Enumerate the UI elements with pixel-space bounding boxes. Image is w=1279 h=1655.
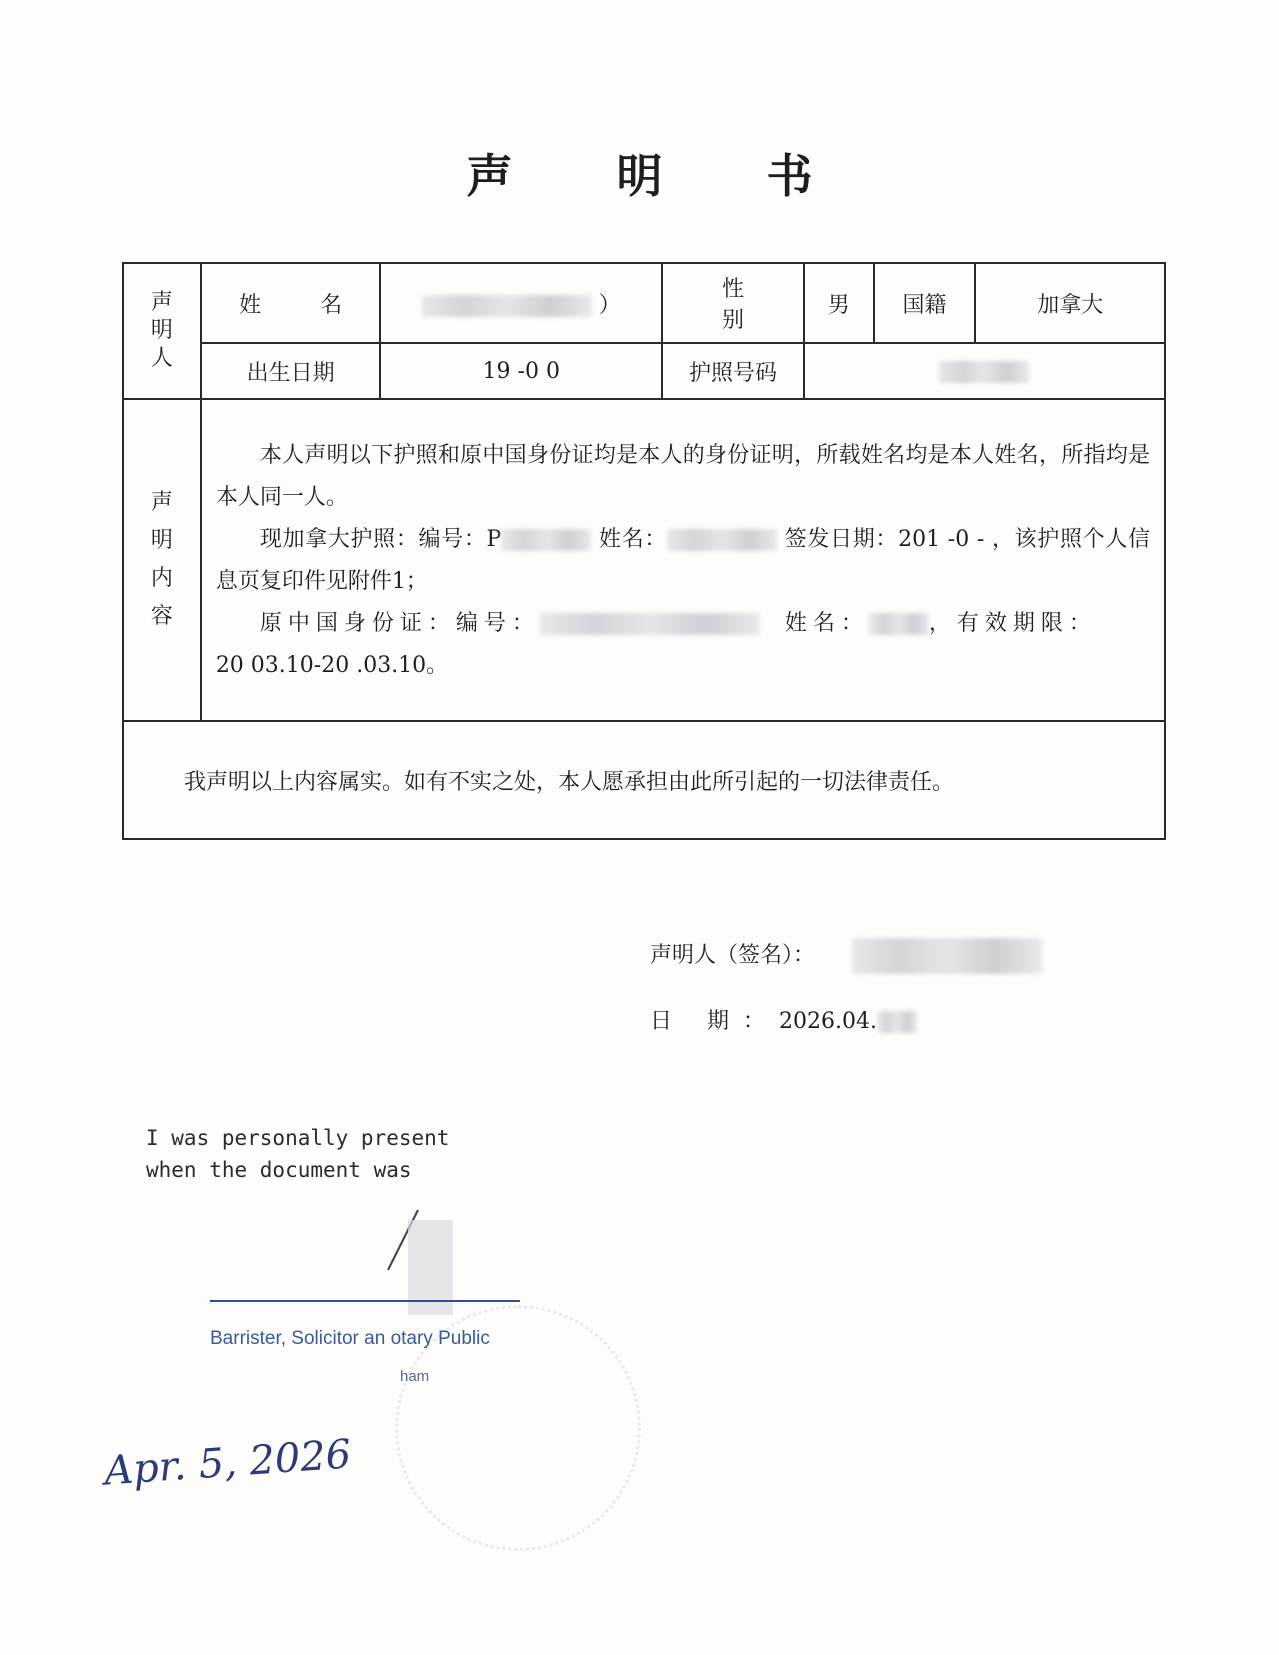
content-paragraph-2 bbox=[216, 519, 1150, 603]
content-label: 声明内容 bbox=[150, 490, 173, 629]
declarant-label: 声明人 bbox=[150, 289, 173, 371]
redacted-id-no bbox=[540, 613, 760, 635]
content-label-cell bbox=[123, 399, 201, 721]
notary-statement-line-2: when the document was bbox=[146, 1158, 412, 1182]
gender-value: 男 bbox=[804, 263, 874, 343]
dob-label: 出生日期 bbox=[201, 343, 381, 399]
date-value: 2026.04. bbox=[779, 1009, 877, 1034]
redacted-signature bbox=[852, 938, 1042, 974]
declaration-table bbox=[122, 262, 1166, 840]
declarant-label-cell bbox=[123, 263, 201, 399]
name-value-cell bbox=[380, 263, 662, 343]
name-value-suffix: ） bbox=[598, 292, 621, 318]
dob-value: 19 -0 0 bbox=[380, 343, 662, 399]
passport-issue-text: 签发日期：201 -0 - ，该护照个人信息页复印件见附件1； bbox=[215, 527, 1150, 594]
passport-name-label: 姓名： bbox=[599, 527, 668, 552]
gender-label: 性 别 bbox=[662, 263, 804, 343]
content-paragraph-1: 本人声明以下护照和原中国身份证均是本人的身份证明，所载姓名均是本人姓名，所指均是本人同一人。 bbox=[215, 443, 1150, 510]
redacted-passport-name bbox=[667, 529, 777, 551]
notary-title: Barrister, Solicitor an otary Public bbox=[210, 1328, 490, 1349]
content-cell bbox=[201, 399, 1165, 721]
notary-statement-line-1: I was personally present bbox=[146, 1126, 450, 1150]
notary-block bbox=[210, 1300, 520, 1385]
passport-value-cell bbox=[804, 343, 1165, 399]
signer-line bbox=[650, 938, 1042, 974]
id-no-label: 原中国身份证：编号： bbox=[259, 611, 540, 636]
id-validity-value: 20 03.10-20 .03.10。 bbox=[215, 653, 449, 678]
date-label: 日 期： bbox=[650, 1009, 779, 1034]
redacted-name bbox=[422, 295, 592, 317]
signer-label: 声明人（签名）： bbox=[650, 943, 816, 968]
id-name-label: 姓名： bbox=[784, 611, 869, 636]
notary-subtitle: ham bbox=[400, 1368, 430, 1385]
affirmation: 我声明以上内容属实。如有不实之处，本人愿承担由此所引起的一切法律责任。 bbox=[123, 721, 1165, 839]
passport-no-label: 现加拿大护照：编号：P bbox=[259, 527, 502, 552]
nationality-value: 加拿大 bbox=[975, 263, 1165, 343]
name-label: 姓 名 bbox=[201, 263, 381, 343]
redacted-passport-no bbox=[501, 529, 591, 551]
date-line bbox=[650, 1004, 917, 1035]
document-title: 声 明 书 bbox=[466, 149, 857, 203]
redacted-passport bbox=[939, 361, 1029, 383]
handwritten-date: Apr. 5, 2026 bbox=[102, 1431, 353, 1495]
content-paragraph-3 bbox=[216, 603, 1150, 645]
passport-label: 护照号码 bbox=[662, 343, 804, 399]
nationality-label: 国籍 bbox=[874, 263, 976, 343]
redacted-date bbox=[877, 1011, 917, 1033]
id-validity-label: ，有效期限： bbox=[928, 611, 1097, 636]
notary-signature-line bbox=[210, 1300, 520, 1302]
notary-statement bbox=[146, 1122, 449, 1186]
redacted-id-name bbox=[869, 613, 929, 635]
